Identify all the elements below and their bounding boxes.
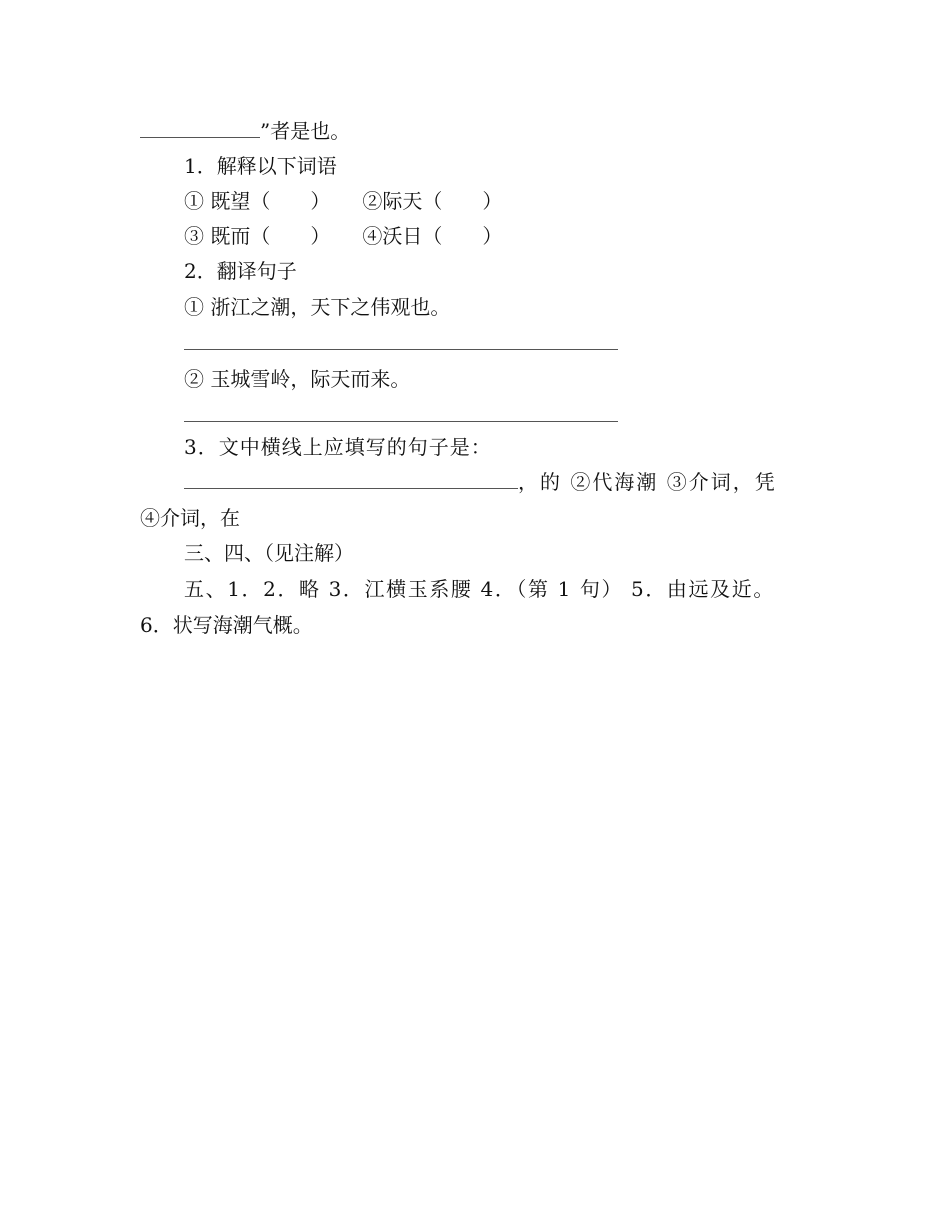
answer-line-1-text: ，的 ②代海潮 ③介词，凭 — [518, 470, 777, 494]
q3-title: 3．文中横线上应填写的句子是： — [184, 435, 492, 459]
fill-blank — [140, 119, 260, 138]
answer-line-1 — [184, 469, 777, 495]
q1-title: 1．解释以下词语 — [184, 154, 337, 178]
q1-item-1: ① 既望（ ） — [184, 189, 331, 213]
blank-tail-text: ”者是也。 — [260, 119, 351, 143]
answer-line-2: ④介词，在 — [140, 506, 240, 530]
q1-row-2 — [184, 223, 502, 249]
q2-sentence-2: ② 玉城雪岭，际天而来。 — [184, 367, 411, 391]
q2-sentence-1: ① 浙江之潮，天下之伟观也。 — [184, 295, 451, 319]
answer-section-6: 6．状写海潮气概。 — [140, 613, 313, 637]
line-fill-blank-tail — [140, 118, 350, 144]
answer-rule-2 — [184, 421, 618, 422]
q1-row-1 — [184, 188, 502, 214]
q2-title: 2．翻译句子 — [184, 259, 297, 283]
q1-item-4: ④沃日（ ） — [362, 224, 503, 248]
answer-rule-1 — [184, 349, 618, 350]
answer-section-5: 五、1．2．略 3．江横玉系腰 4．（第 1 句） 5．由远及近。 — [184, 577, 775, 601]
q1-item-2: ②际天（ ） — [362, 189, 503, 213]
q1-item-3: ③ 既而（ ） — [184, 224, 331, 248]
answer-section-3-4: 三、四、（见注解） — [184, 541, 354, 565]
answer-blank — [184, 470, 518, 489]
